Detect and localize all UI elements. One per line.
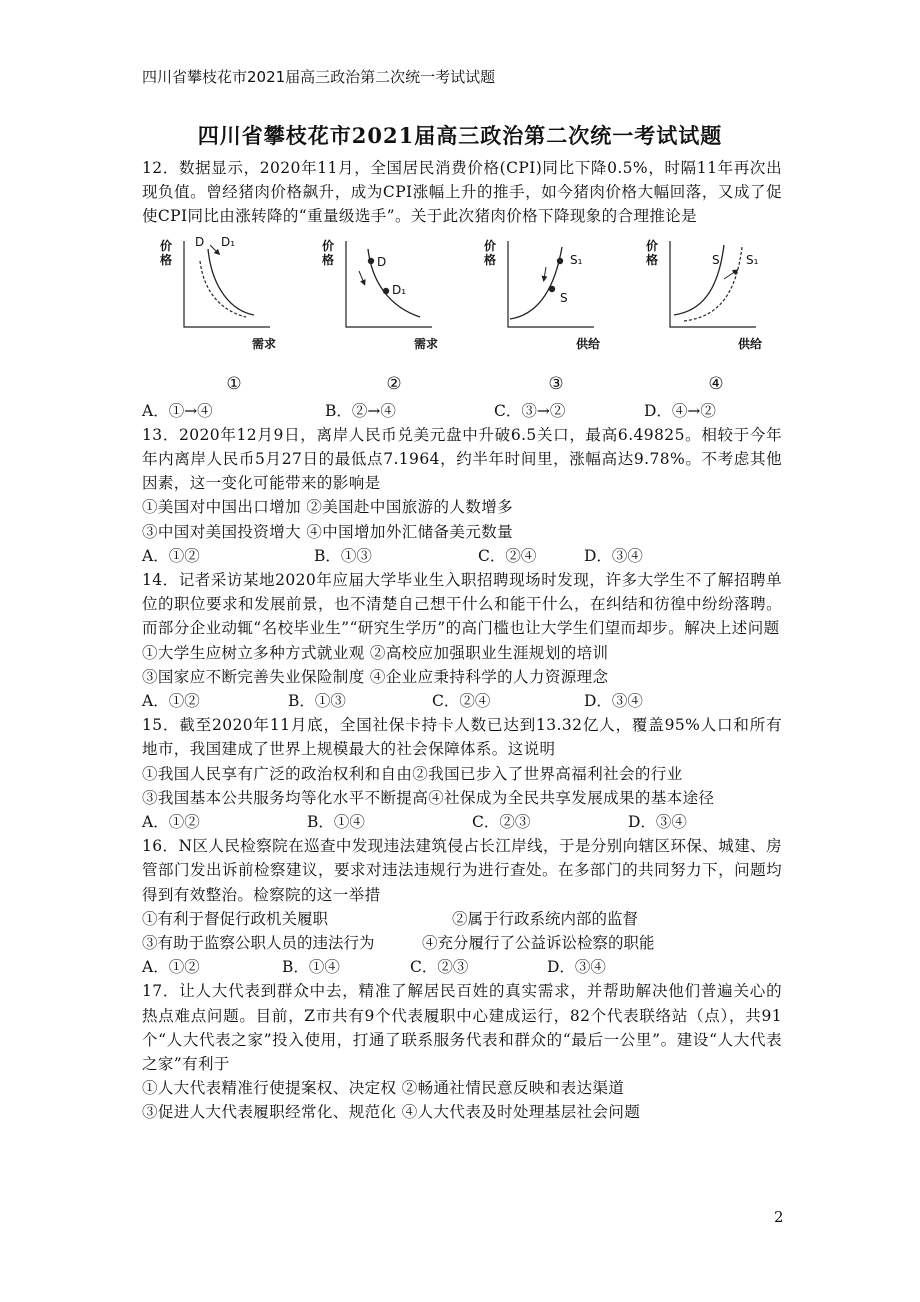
option-a[interactable]: A．①② bbox=[142, 546, 200, 565]
question-13-stem: 13．2020年12月9日，离岸人民币兑美元盘中升破6.5关口，最高6.49825。相较于今年年内离岸人民币5月27日的最低点7.1964，约半年时间里，涨幅高达9.78%。不考虑其他因素，这一变化可能带来的影响是 bbox=[142, 425, 782, 493]
graph-3-x-label: 供给 bbox=[576, 336, 601, 351]
graph-2-number: ② bbox=[386, 373, 402, 394]
option-a[interactable]: A．①→④ bbox=[142, 401, 213, 420]
question-16 bbox=[142, 834, 782, 979]
graph-1-shift-arrow bbox=[210, 245, 218, 253]
graph-1-curve-label-2: D₁ bbox=[221, 234, 236, 249]
graph-4-curve-label-1: S bbox=[712, 252, 720, 267]
question-15-items-line-1: ①我国人民享有广泛的政治权利和自由②我国已步入了世界高福利社会的行业 bbox=[142, 764, 683, 783]
graph-1 bbox=[142, 231, 282, 399]
question-16-items-line-2 bbox=[142, 931, 782, 955]
question-17-items-line-2: ③促进人大代表履职经常化、规范化 ④人大代表及时处理基层社会问题 bbox=[142, 1103, 641, 1122]
question-list bbox=[142, 156, 782, 1125]
option-c[interactable]: C．②④ bbox=[432, 692, 491, 711]
option-b[interactable]: B．①③ bbox=[288, 692, 346, 711]
option-a[interactable]: A．①② bbox=[142, 692, 200, 711]
option-d[interactable]: D．③④ bbox=[547, 958, 606, 977]
option-c[interactable]: C．②③ bbox=[472, 813, 531, 832]
question-12-options bbox=[142, 399, 782, 423]
graph-4 bbox=[628, 231, 768, 399]
question-17 bbox=[142, 979, 782, 1124]
question-12-graphs bbox=[142, 231, 782, 399]
graph-2-axes bbox=[346, 241, 432, 327]
graph-3-supply-curve bbox=[510, 247, 562, 319]
graph-2-x-label: 需求 bbox=[414, 336, 439, 351]
option-b[interactable]: B．①④ bbox=[282, 958, 340, 977]
question-13-options bbox=[142, 544, 782, 568]
graph-3 bbox=[466, 231, 606, 399]
graph-2-curve-label-1: D bbox=[377, 254, 387, 269]
question-16-options bbox=[142, 955, 782, 979]
question-14-items-line-1: ①大学生应树立多种方式就业观 ②高校应加强职业生涯规划的培训 bbox=[142, 643, 609, 662]
graph-3-point-s bbox=[549, 285, 555, 291]
question-14-options bbox=[142, 689, 782, 713]
question-14-stem: 14．记者采访某地2020年应届大学毕业生入职招聘现场时发现，许多大学生不了解招聘单位的职位要求和发展前景，也不清楚自己想干什么和能干什么，在纠结和彷徨中纷纷落聘。而部分企业动辄“名校毕业生”“研究生学历”的高门槛也让大学生们望而却步。解决上述问题 bbox=[142, 571, 782, 638]
question-15-stem: 15．截至2020年11月底，全国社保卡持卡人数已达到13.32亿人，覆盖95%人口和所有地市，我国建成了世界上规模最大的社会保障体系。这说明 bbox=[142, 716, 782, 759]
graph-4-number: ④ bbox=[708, 373, 724, 394]
question-15 bbox=[142, 713, 782, 834]
graph-1-y-label: 价格 bbox=[160, 238, 173, 267]
option-b[interactable]: B．②→④ bbox=[325, 401, 396, 420]
graph-2-y-label: 价格 bbox=[322, 238, 335, 267]
option-c[interactable]: C．③→② bbox=[494, 401, 566, 420]
graph-1-curve-solid bbox=[208, 249, 254, 315]
graph-2-point-d bbox=[368, 257, 374, 263]
question-14-items-line-2: ③国家应不断完善失业保险制度 ④企业应秉持科学的人力资源理念 bbox=[142, 667, 609, 686]
graph-4-shift-arrow bbox=[724, 271, 736, 279]
item-2: ②属于行政系统内部的监督 bbox=[452, 909, 639, 928]
question-16-items-line-1 bbox=[142, 907, 782, 931]
item-4: ④充分履行了公益诉讼检察的职能 bbox=[422, 934, 655, 952]
item-3: ③有助于监察公职人员的违法行为 bbox=[142, 934, 375, 952]
graph-2-move-arrow bbox=[359, 271, 364, 283]
question-15-items-line-2: ③我国基本公共服务均等化水平不断提高④社保成为全民共享发展成果的基本途径 bbox=[142, 788, 715, 807]
question-13-items-line-1: ①美国对中国出口增加 ②美国赴中国旅游的人数增多 bbox=[142, 498, 514, 517]
graph-3-point-s1 bbox=[557, 257, 563, 263]
graph-3-number: ③ bbox=[548, 373, 564, 394]
question-15-options bbox=[142, 810, 782, 834]
question-17-stem: 17．让人大代表到群众中去，精准了解居民百姓的真实需求，并帮助解决他们普遍关心的热点难点问题。目前，Z市共有9个代表履职中心建成运行，82个代表联络站（点），共91个“人大代表之家”投入使用，打通了联系服务代表和群众的“最后一公里”。建设“人大代表之家”有利于 bbox=[142, 982, 782, 1073]
graph-2-point-d1 bbox=[383, 287, 389, 293]
graph-4-y-label: 价格 bbox=[646, 238, 659, 267]
graph-3-move-arrow bbox=[544, 267, 546, 279]
graph-3-curve-label-1: S₁ bbox=[570, 252, 583, 267]
graph-1-curve-label-1: D bbox=[195, 234, 205, 249]
question-16-stem: 16．N区人民检察院在巡查中发现违法建筑侵占长江岸线，于是分别向辖区环保、城建、房管部门发出诉前检察建议，要求对违法违规行为进行查处。在多部门的共同努力下，问题均得到有效整治。检察院的这一举措 bbox=[142, 837, 782, 904]
option-b[interactable]: B．①③ bbox=[314, 546, 372, 565]
option-c[interactable]: C．②③ bbox=[410, 958, 469, 977]
option-a[interactable]: A．①② bbox=[142, 813, 200, 832]
graph-2-curve-label-2: D₁ bbox=[392, 282, 407, 297]
graph-1-x-label: 需求 bbox=[252, 336, 277, 351]
graph-4-x-label: 供给 bbox=[738, 336, 763, 351]
question-13-items-line-2: ③中国对美国投资增大 ④中国增加外汇储备美元数量 bbox=[142, 522, 514, 541]
item-1: ①有利于督促行政机关履职 bbox=[142, 909, 329, 928]
option-d[interactable]: D．③④ bbox=[628, 813, 687, 832]
running-header: 四川省攀枝花市2021届高三政治第二次统一考试试题 bbox=[142, 68, 496, 86]
page-number: 2 bbox=[774, 1208, 784, 1226]
graph-2 bbox=[304, 231, 444, 399]
option-a[interactable]: A．①② bbox=[142, 958, 200, 977]
graph-1-axes bbox=[184, 241, 270, 327]
option-d[interactable]: D．④→② bbox=[644, 401, 716, 420]
graph-3-curve-label-2: S bbox=[560, 290, 568, 305]
page-title: 四川省攀枝花市2021届高三政治第二次统一考试试题 bbox=[197, 123, 723, 148]
graph-1-number: ① bbox=[226, 373, 242, 394]
option-d[interactable]: D．③④ bbox=[584, 692, 643, 711]
question-13 bbox=[142, 423, 782, 568]
option-c[interactable]: C．②④ bbox=[478, 546, 537, 565]
question-14 bbox=[142, 568, 782, 713]
graph-3-y-label: 价格 bbox=[484, 238, 497, 267]
question-17-items-line-1: ①人大代表精准行使提案权、决定权 ②畅通社情民意反映和表达渠道 bbox=[142, 1079, 625, 1098]
option-d[interactable]: D．③④ bbox=[584, 546, 643, 565]
option-b[interactable]: B．①④ bbox=[307, 813, 365, 832]
graph-4-curve-label-2: S₁ bbox=[746, 252, 759, 267]
question-12-stem: 12．数据显示，2020年11月，全国居民消费价格(CPI)同比下降0.5%，时隔11年再次出现负值。曾经猪肉价格飙升，成为CPI涨幅上升的推手，如今猪肉价格大幅回落，又成了促使CPI同比由涨转降的“重量级选手”。关于此次猪肉价格下降现象的合理推论是 bbox=[142, 159, 782, 226]
question-12 bbox=[142, 156, 782, 423]
